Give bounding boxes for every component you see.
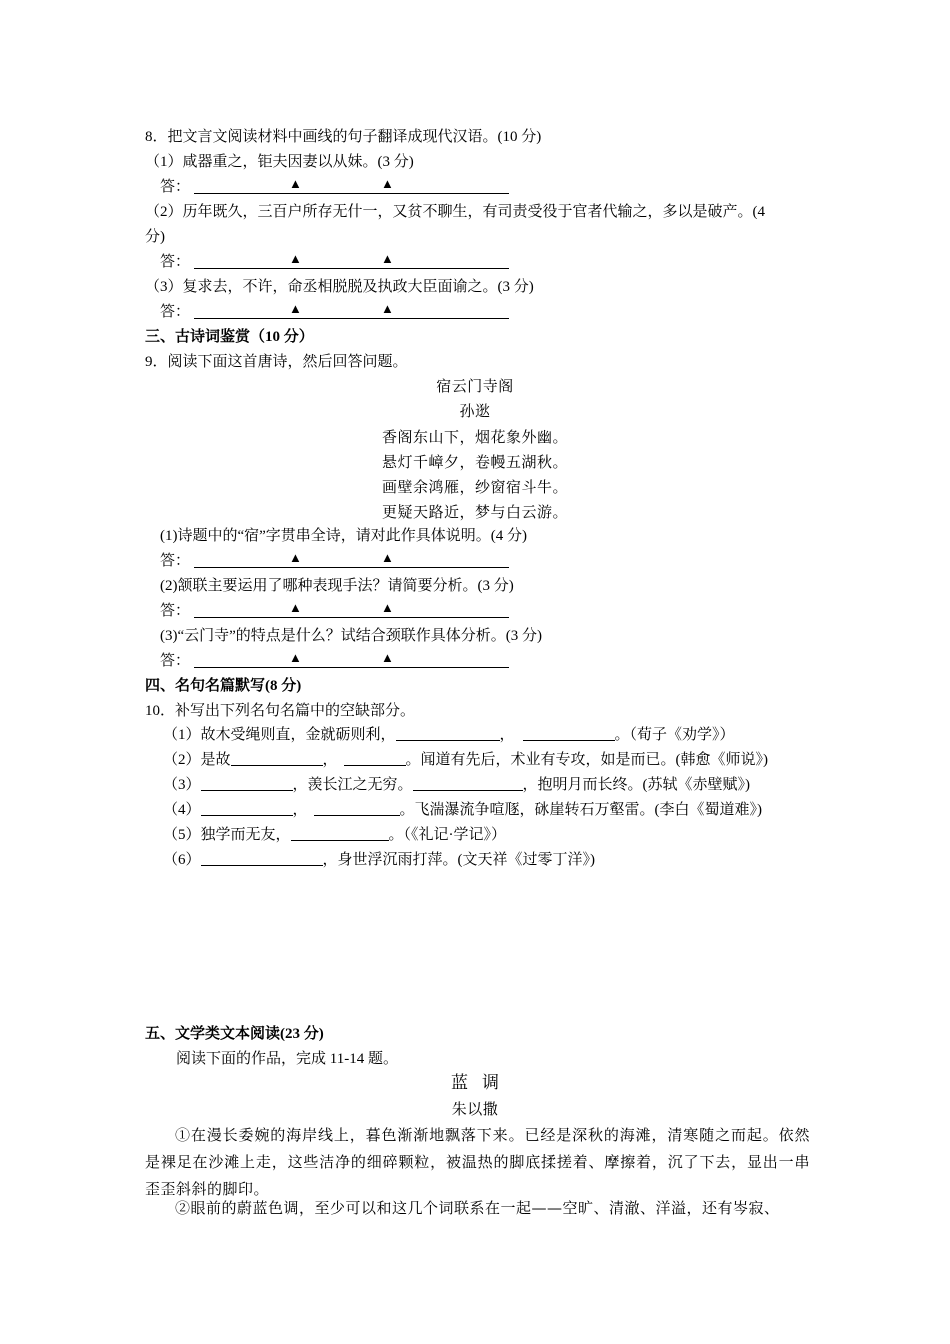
triangle-icon: ▲: [289, 251, 302, 266]
answer-blank[interactable]: [194, 252, 509, 269]
section5-intro: 阅读下面的作品，完成 11-14 题。: [176, 1051, 398, 1067]
fill-item-3: [163, 775, 750, 795]
answer-blank[interactable]: [194, 302, 509, 319]
fill-item-text: ，: [292, 802, 308, 818]
fill-item-text: （3）: [163, 777, 201, 793]
triangle-icon: ▲: [381, 251, 394, 266]
q9-question-1: (1)诗题中的“宿”字贯串全诗，请对此作具体说明。(4 分): [160, 528, 528, 544]
answer-label: 答：: [160, 304, 191, 320]
q10-heading: 10．补写出下列名句名篇中的空缺部分。: [145, 703, 416, 719]
fill-blank[interactable]: [314, 801, 400, 816]
fill-blank[interactable]: [523, 726, 615, 741]
fill-blank[interactable]: [344, 751, 406, 766]
triangle-icon: ▲: [381, 301, 394, 316]
triangle-icon: ▲: [289, 176, 302, 191]
answer-blank[interactable]: [194, 551, 509, 568]
triangle-icon: ▲: [381, 550, 394, 565]
poem-title: 宿云门寺阁: [436, 377, 514, 395]
triangle-icon: ▲: [289, 600, 302, 615]
answer-label: 答：: [160, 653, 191, 669]
fill-item-text: （4）: [163, 802, 201, 818]
answer-line[interactable]: [160, 651, 509, 671]
triangle-icon: ▲: [289, 550, 302, 565]
fill-item-text: 。飞湍瀑流争喧豗，砯崖转石万壑雷。(李白《蜀道难》): [399, 802, 763, 818]
answer-blank[interactable]: [194, 177, 509, 194]
section5-heading: 五、文学类文本阅读(23 分): [145, 1026, 324, 1042]
article-title: 蓝调: [451, 1073, 513, 1092]
fill-item-text: ，: [322, 752, 338, 768]
q8-item-2: （2）历年既久，三百户所存无什一，又贫不聊生，有司责受役于官者代输之，多以是破产。(4: [145, 204, 765, 220]
q8-heading: 8．把文言文阅读材料中画线的句子翻译成现代汉语。(10 分): [145, 129, 542, 145]
q8-item-2-cont: 分): [145, 229, 165, 245]
q8-item-1: （1）咸器重之，钜夫因妻以从妹。(3 分): [145, 154, 414, 170]
answer-label: 答：: [160, 553, 191, 569]
q9-heading: 9．阅读下面这首唐诗，然后回答问题。: [145, 354, 408, 370]
article-author: 朱以撒: [451, 1100, 499, 1118]
fill-item-2: [163, 750, 768, 770]
fill-item-text: ，身世浮沉雨打萍。(文天祥《过零丁洋》): [322, 852, 596, 868]
section4-heading: 四、名句名篇默写(8 分): [145, 678, 302, 694]
poem-line: 画壁余鸿雁，纱窗宿斗牛。: [381, 478, 568, 496]
fill-item-text: 。（《礼记·学记》）: [388, 827, 507, 843]
q9-question-3: (3)“云门寺”的特点是什么？试结合颈联作具体分析。(3 分): [160, 628, 543, 644]
answer-line[interactable]: [160, 601, 509, 621]
triangle-icon: ▲: [289, 650, 302, 665]
fill-item-5: [163, 825, 506, 845]
answer-line[interactable]: [160, 302, 509, 322]
article-paragraph-2: ②眼前的蔚蓝色调，至少可以和这几个词联系在一起——空旷、清澈、洋溢，还有岑寂、: [175, 1199, 780, 1217]
fill-item-text: ，羡长江之无穷。: [292, 777, 413, 793]
section3-heading: 三、古诗词鉴赏（10 分）: [145, 329, 314, 345]
answer-line[interactable]: [160, 252, 509, 272]
q9-question-2: (2)颔联主要运用了哪种表现手法？请简要分析。(3 分): [160, 578, 514, 594]
answer-blank[interactable]: [194, 651, 509, 668]
fill-blank[interactable]: [291, 826, 389, 841]
fill-item-text: （2）是故: [163, 752, 231, 768]
fill-item-text: ，: [499, 727, 515, 743]
poem-line: 悬灯千嶂夕，卷幔五湖秋。: [381, 453, 568, 471]
fill-item-text: （1）故木受绳则直，金就砺则利，: [163, 727, 396, 743]
article-paragraph-1: ①在漫长委婉的海岸线上，暮色渐渐地飘落下来。已经是深秋的海滩，清寒随之而起。依然是裸足在沙滩上走，这些洁净的细碎颗粒，被温热的脚底揉搓着、摩擦着，沉了下去，显出一串歪歪斜斜的脚印。: [145, 1126, 810, 1198]
fill-item-text: （5）独学而无友，: [163, 827, 291, 843]
answer-label: 答：: [160, 179, 191, 195]
answer-label: 答：: [160, 603, 191, 619]
answer-line[interactable]: [160, 177, 509, 197]
triangle-icon: ▲: [381, 650, 394, 665]
answer-blank[interactable]: [194, 601, 509, 618]
fill-blank[interactable]: [201, 851, 323, 866]
fill-blank[interactable]: [413, 776, 523, 791]
poem-line: 香阁东山下，烟花象外幽。: [381, 428, 568, 446]
fill-item-text: 。闻道有先后，术业有专攻，如是而已。(韩愈《师说》): [405, 752, 769, 768]
triangle-icon: ▲: [381, 176, 394, 191]
fill-item-6: [163, 850, 595, 870]
triangle-icon: ▲: [381, 600, 394, 615]
triangle-icon: ▲: [289, 301, 302, 316]
fill-item-text: 。（荀子《劝学》）: [614, 727, 735, 743]
answer-line[interactable]: [160, 551, 509, 571]
fill-blank[interactable]: [201, 776, 293, 791]
fill-blank[interactable]: [231, 751, 323, 766]
fill-item-1: [163, 725, 735, 745]
answer-label: 答：: [160, 254, 191, 270]
fill-item-text: （6）: [163, 852, 201, 868]
poem-line: 更疑天路近，梦与白云游。: [381, 503, 568, 521]
poem-author: 孙逖: [459, 402, 491, 420]
fill-blank[interactable]: [201, 801, 293, 816]
fill-item-text: ，抱明月而长终。(苏轼《赤壁赋》): [522, 777, 751, 793]
fill-blank[interactable]: [396, 726, 500, 741]
q8-item-3: （3）复求去，不许，命丞相脱脱及执政大臣面谕之。(3 分): [145, 279, 534, 295]
fill-item-4: [163, 800, 762, 820]
